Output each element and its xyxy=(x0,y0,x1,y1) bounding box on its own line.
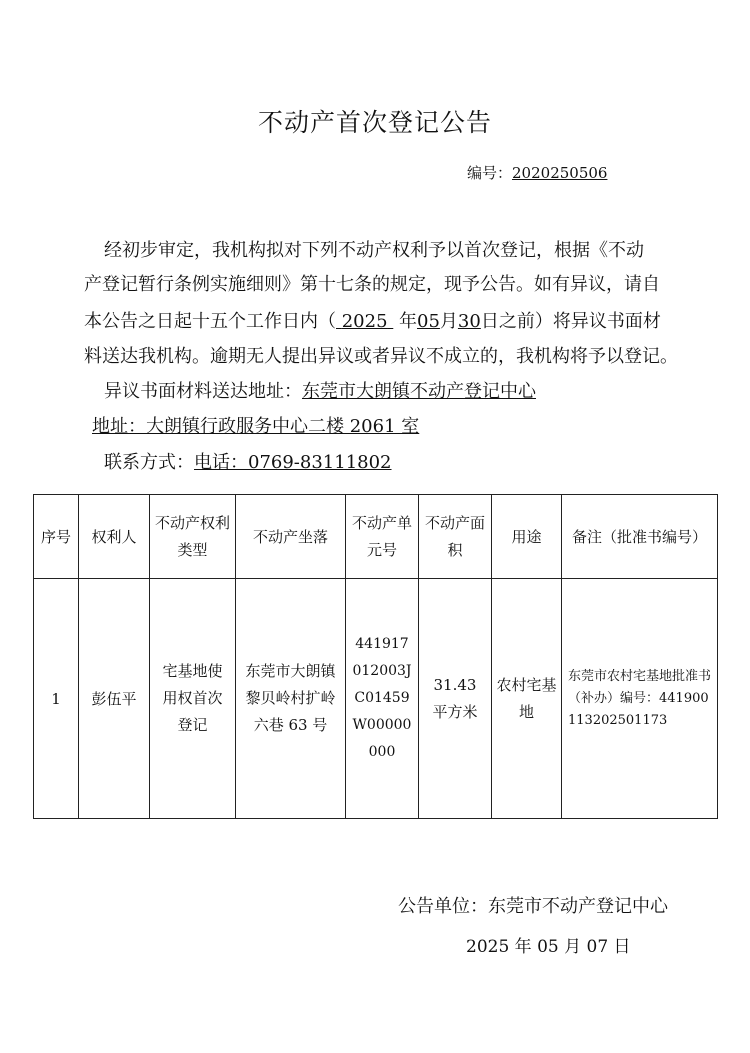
cell-right-type: 宅基地使用权首次登记 xyxy=(150,579,236,819)
document-number-label: 编号： xyxy=(467,164,513,182)
registration-table xyxy=(33,494,718,819)
deadline-month: 05 xyxy=(417,311,440,332)
cell-unit-no: 441917012003JC01459W00000000 xyxy=(346,579,419,819)
header-owner: 权利人 xyxy=(79,495,150,579)
issuing-unit: 公告单位：东莞市不动产登记中心 xyxy=(398,896,668,917)
header-location: 不动产坐落 xyxy=(236,495,346,579)
objection-address-value: 东莞市大朗镇不动产登记中心 xyxy=(302,381,536,402)
body-line-1: 经初步审定，我机构拟对下列不动产权利予以首次登记，根据《不动 xyxy=(104,240,644,261)
header-area: 不动产面积 xyxy=(419,495,492,579)
contact-label: 联系方式： xyxy=(104,452,194,473)
cell-location: 东莞市大朗镇黎贝岭村扩岭六巷 63 号 xyxy=(236,579,346,819)
cell-serial: 1 xyxy=(34,579,79,819)
cell-area: 31.43 平方米 xyxy=(419,579,492,819)
objection-address xyxy=(104,377,536,403)
cell-usage: 农村宅基地 xyxy=(492,579,562,819)
header-serial: 序号 xyxy=(34,495,79,579)
contact-info xyxy=(104,448,392,474)
body-line-3 xyxy=(84,307,684,336)
deadline-year-unit: 年 xyxy=(399,311,418,332)
body-line-2: 产登记暂行条例实施细则》第十七条的规定，现予公告。如有异议，请自 xyxy=(84,274,660,295)
header-usage: 用途 xyxy=(492,495,562,579)
body-line-4: 料送达我机构。逾期无人提出异议或者异议不成立的，我机构将予以登记。 xyxy=(84,346,678,367)
page-title: 不动产首次登记公告 xyxy=(257,108,492,137)
header-unit-no: 不动产单元号 xyxy=(346,495,419,579)
document-number xyxy=(467,162,607,183)
header-right-type: 不动产权利类型 xyxy=(150,495,236,579)
table-row xyxy=(34,579,718,819)
cell-owner: 彭伍平 xyxy=(79,579,150,819)
document-number-value: 2020250506 xyxy=(512,164,608,182)
table-header-row xyxy=(34,495,718,579)
cell-remark: 东莞市农村宅基地批准书（补办）编号：441900113202501173 xyxy=(562,579,718,819)
deadline-month-unit: 月 xyxy=(439,311,458,332)
body-line-3-start: 本公告之日起十五个工作日内（ xyxy=(84,311,336,332)
issue-date: 2025 年 05 月 07 日 xyxy=(466,937,631,957)
deadline-day: 30 xyxy=(457,311,481,332)
objection-address-label: 异议书面材料送达地址： xyxy=(104,381,302,402)
office-address xyxy=(92,412,419,438)
contact-phone: 电话：0769-83111802 xyxy=(194,452,392,473)
body-line-3-end: 日之前）将异议书面材 xyxy=(480,311,661,332)
header-remark: 备注（批准书编号） xyxy=(562,495,718,579)
office-address-label: 地址： xyxy=(92,416,146,437)
deadline-year: 2025 xyxy=(341,311,388,332)
office-address-value: 大朗镇行政服务中心二楼 2061 室 xyxy=(146,416,420,437)
